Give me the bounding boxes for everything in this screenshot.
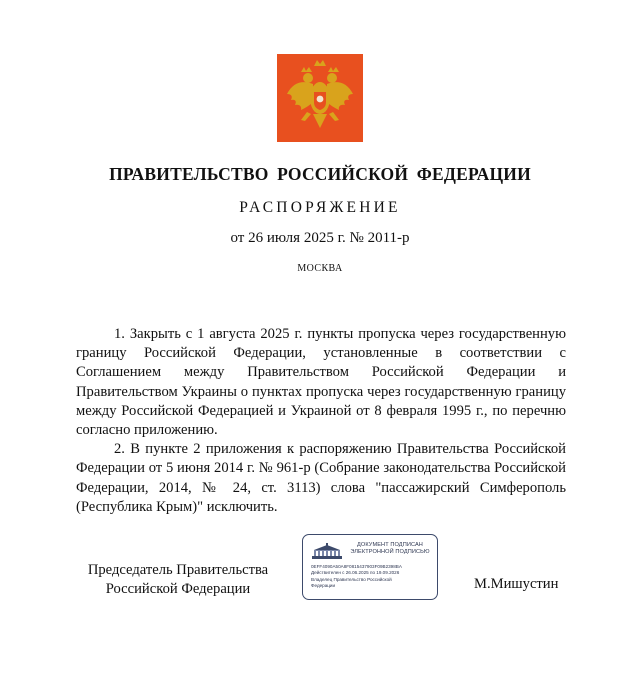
paragraph-2: 2. В пункте 2 приложения к распоряжению Правительства Российской Федерации от 5 июня 2014 г. № 961-р (Собрание законодательства Российской Федерации, 2014, № 24, ст. 3113) слова "пассажирский Симферополь (Республика Крым)" исключить. — [76, 441, 566, 515]
signatory-name: М.Мишустин — [474, 576, 559, 592]
signatory-position — [78, 561, 278, 599]
stamp-validity: Действителен с 26.06.2025 по 19.09.2026 — [311, 570, 400, 576]
stamp-title-line1: ДОКУМЕНТ ПОДПИСАН — [357, 542, 423, 548]
signatory-position-line1: Председатель Правительства — [87, 562, 269, 578]
stamp-owner-line1: Владелец Правительство Российской — [311, 576, 392, 582]
stamp-title — [345, 542, 435, 556]
government-building-icon — [312, 543, 342, 559]
signatory-position-line2: Российской Федерации — [105, 581, 251, 597]
stamp-certificate: 0EFF4090A50A8F0815437903F09B2398BA — [311, 564, 402, 569]
coat-of-arms-icon — [277, 54, 363, 142]
organization-title: ПРАВИТЕЛЬСТВО РОССИЙСКОЙ ФЕДЕРАЦИИ — [109, 164, 531, 184]
electronic-signature-stamp — [302, 534, 438, 600]
document-type: РАСПОРЯЖЕНИЕ — [239, 199, 401, 216]
stamp-owner-line2: Федерации — [311, 582, 336, 588]
document-body — [76, 325, 566, 517]
document-city: МОСКВА — [297, 263, 343, 274]
document-date-number: от 26 июля 2025 г. № 2011-р — [230, 230, 410, 246]
stamp-details — [311, 564, 435, 589]
stamp-title-line2: ЭЛЕКТРОННОЙ ПОДПИСЬЮ — [350, 549, 430, 555]
paragraph-1: 1. Закрыть с 1 августа 2025 г. пункты пропуска через государственную границу Российской Федерации, установленные в соответствии с Соглашением между Правительством Российской Федерации и Правительством Украины о пунктах пропуска через государственную границу между Российской Федерацией и Украиной от 8 февраля 1995 г., по перечню согласно приложению. — [76, 326, 566, 439]
